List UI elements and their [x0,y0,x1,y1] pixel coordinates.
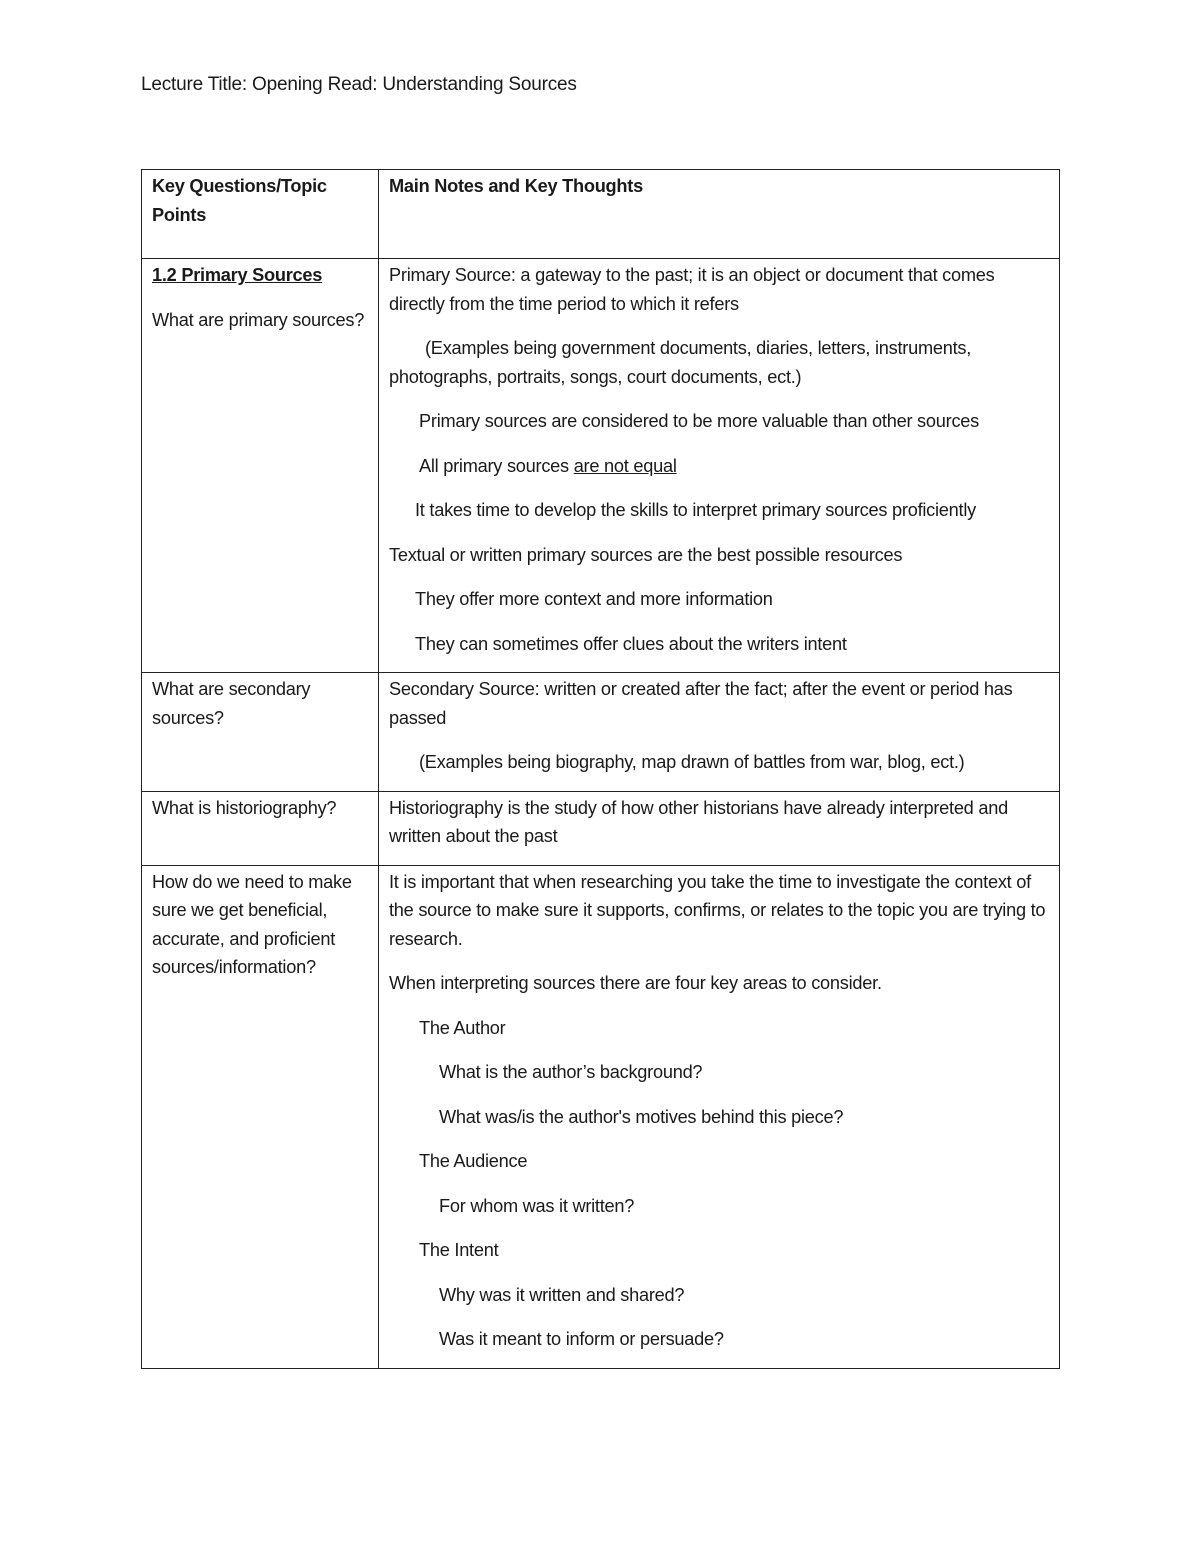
lecture-title: Lecture Title: Opening Read: Understanding Sources [141,74,577,95]
table-row-secondary-sources [142,673,1060,792]
notes-cell-secondary [379,673,1060,792]
table-row-historiography [142,791,1060,865]
topic-cell-primary [142,259,379,673]
note-line: They offer more context and more information [415,589,773,609]
note-text: All primary sources [419,455,574,476]
underlined-note-text: are not equal [573,455,677,476]
question-evaluating-sources: How do we need to make sure we get beneficial, accurate, and proficient sources/information? [152,871,352,977]
table-row-evaluating-sources [142,865,1060,1368]
note-line: (Examples being government documents, diaries, letters, instruments, photographs, portraits, songs, court documents, ect.) [389,338,972,387]
note-line: Historiography is the study of how other historians have already interpreted and written about the past [389,797,1008,846]
table-header-row [142,170,1060,259]
note-line: When interpreting sources there are four key areas to consider. [389,973,882,993]
notes-cell-evaluating [379,865,1060,1368]
key-area-question: What was/is the author's motives behind this piece? [439,1106,844,1127]
topic-heading: 1.2 Primary Sources [152,265,323,285]
key-area-heading: The Author [419,1017,506,1038]
key-area-question: Was it meant to inform or persuade? [439,1329,724,1349]
key-area-heading: The Audience [419,1151,528,1171]
header-main-notes: Main Notes and Key Thoughts [379,170,1060,259]
notes-cell-primary [379,259,1060,673]
cornell-notes-table [141,169,1060,1369]
note-line [389,452,1049,481]
key-area-question: Why was it written and shared? [439,1284,685,1305]
note-line: It is important that when researching you take the time to investigate the context of the source to make sure it supports, confirms, or relates to the topic you are trying to research. [389,871,1046,949]
note-line: (Examples being biography, map drawn of battles from war, blog, ect.) [419,752,965,772]
notes-cell-historiography [379,791,1060,865]
topic-cell-historiography [142,791,379,865]
note-line: They can sometimes offer clues about the writers intent [415,633,847,654]
question-secondary-sources: What are secondary sources? [152,679,311,728]
key-area-question: For whom was it written? [439,1195,635,1216]
note-line: Textual or written primary sources are the best possible resources [389,544,903,565]
note-line: Primary sources are considered to be more valuable than other sources [419,411,979,431]
note-line: It takes time to develop the skills to interpret primary sources proficiently [415,500,976,520]
topic-cell-secondary [142,673,379,792]
question-historiography: What is historiography? [152,797,337,818]
note-line: Secondary Source: written or created after the fact; after the event or period has passed [389,679,1013,728]
topic-cell-evaluating [142,865,379,1368]
header-key-questions: Key Questions/Topic Points [142,170,379,259]
key-area-question: What is the author’s background? [439,1062,703,1082]
table-row-primary-sources [142,259,1060,673]
note-line: Primary Source: a gateway to the past; it is an object or document that comes directly from the time period to which it refers [389,265,995,314]
question-primary-sources: What are primary sources? [152,309,365,330]
key-area-heading: The Intent [419,1240,499,1260]
